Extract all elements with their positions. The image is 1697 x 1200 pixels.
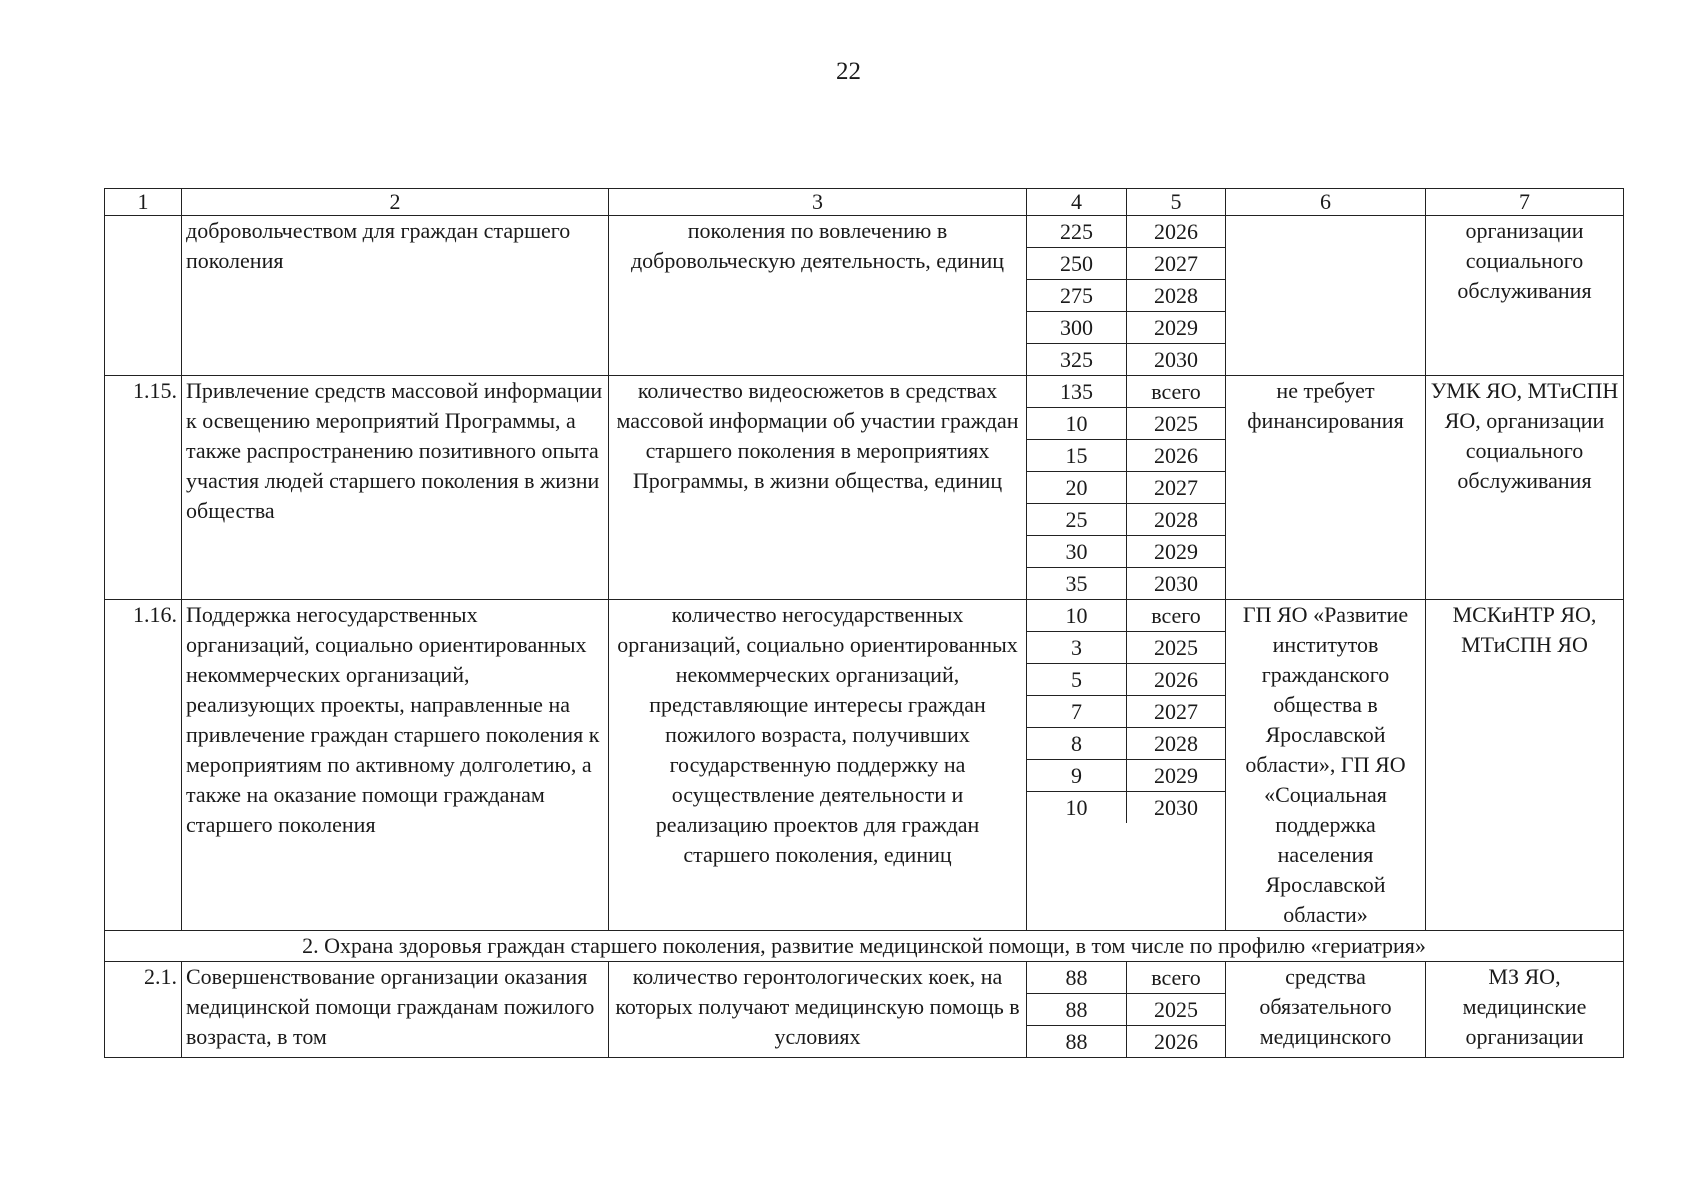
indicator-text: поколения по вовлечению в добровольческую деятельность, единиц [609,216,1027,376]
indicator-values [1027,216,1226,376]
indicator-year: 2028 [1154,731,1198,756]
value-year-row [1027,568,1225,599]
page-number: 22 [836,58,861,85]
section-title: 2. Охрана здоровья граждан старшего поколения, развитие медицинской помощи, в том числе по профилю «гериатрия» [105,931,1624,962]
financing-source [1226,216,1426,376]
indicator-year: 2027 [1154,475,1198,500]
indicator-text: количество геронтологических коек, на которых получают медицинскую помощь в условиях [609,962,1027,1058]
indicator-year: 2030 [1154,571,1198,596]
row-number: 1.15. [105,376,182,600]
value-year-row [1027,344,1225,375]
indicator-values [1027,376,1226,600]
indicator-value: 3 [1027,632,1127,663]
indicator-year: 2029 [1154,315,1198,340]
responsible-executor: УМК ЯО, МТиСПН ЯО, организации социального обслуживания [1426,376,1624,600]
indicator-year: 2026 [1154,667,1198,692]
indicator-value: 5 [1027,664,1127,695]
indicator-value: 225 [1027,216,1127,247]
row-number: 2.1. [105,962,182,1058]
column-number-header [105,189,1624,216]
measure-name: Привлечение средств массовой информации к освещению мероприятий Программы, а также распространению позитивного опыта участия людей старшего поколения в жизни общества [182,376,609,600]
indicator-value: 7 [1027,696,1127,727]
header-col-1: 1 [105,189,182,216]
indicator-value: 35 [1027,568,1127,599]
measure-name: Поддержка негосударственных организаций, социально ориентированных некоммерческих организаций, реализующих проекты, направленные на привлечение граждан старшего поколения к мероприятиям по активному долголетию, а также на оказание помощи гражданам старшего поколения [182,600,609,931]
indicator-value: 15 [1027,440,1127,471]
indicator-year: 2028 [1154,507,1198,532]
value-year-row [1027,962,1225,994]
indicator-text: количество видеосюжетов в средствах массовой информации об участии граждан старшего поколения в мероприятиях Программы, в жизни общества, единиц [609,376,1027,600]
value-year-row [1027,760,1225,792]
header-col-4-5 [1027,189,1226,216]
indicator-value: 88 [1027,1026,1127,1057]
indicator-value: 20 [1027,472,1127,503]
value-year-row [1027,248,1225,280]
indicator-value: 275 [1027,280,1127,311]
value-year-row [1027,440,1225,472]
value-year-row [1027,728,1225,760]
indicator-year: 2026 [1154,219,1198,244]
value-year-row [1027,536,1225,568]
value-year-row [1027,632,1225,664]
indicator-year: всего [1151,603,1201,628]
program-measures-table [104,188,1624,1058]
indicator-value: 250 [1027,248,1127,279]
indicator-year: 2029 [1154,539,1198,564]
indicator-year: 2026 [1154,1029,1198,1054]
header-col-4: 4 [1027,189,1127,215]
value-year-row [1027,280,1225,312]
header-col-5: 5 [1170,189,1182,214]
indicator-value: 300 [1027,312,1127,343]
indicator-value: 135 [1027,376,1127,407]
table-row [105,962,1624,1058]
value-year-row [1027,1026,1225,1057]
indicator-value: 8 [1027,728,1127,759]
value-year-row [1027,600,1225,632]
value-year-row [1027,504,1225,536]
indicator-year: 2030 [1154,347,1198,372]
section-row [105,931,1624,962]
indicator-value: 30 [1027,536,1127,567]
value-year-row [1027,994,1225,1026]
indicator-text: количество негосударственных организаций, социально ориентированных некоммерческих организаций, представляющие интересы граждан пожилого возраста, получивших государственную поддержку на осуществление деятельности и реализацию проектов для граждан старшего поколения, единиц [609,600,1027,931]
indicator-year: 2026 [1154,443,1198,468]
indicator-value: 10 [1027,600,1127,631]
indicator-value: 25 [1027,504,1127,535]
indicator-year: 2027 [1154,699,1198,724]
indicator-value: 10 [1027,408,1127,439]
indicator-year: 2027 [1154,251,1198,276]
indicator-year: всего [1151,379,1201,404]
table-row [105,600,1624,931]
indicator-values [1027,600,1226,931]
header-col-3: 3 [609,189,1027,216]
value-year-row [1027,664,1225,696]
table-row [105,216,1624,376]
indicator-year: 2030 [1154,795,1198,820]
indicator-year: 2025 [1154,997,1198,1022]
header-col-2: 2 [182,189,609,216]
indicator-year: 2028 [1154,283,1198,308]
financing-source: не требует финансирования [1226,376,1426,600]
indicator-year: 2025 [1154,635,1198,660]
responsible-executor: МЗ ЯО, медицинские организации [1426,962,1624,1058]
indicator-value: 10 [1027,792,1127,823]
financing-source: средства обязательного медицинского [1226,962,1426,1058]
indicator-value: 88 [1027,962,1127,993]
indicator-values [1027,962,1226,1058]
indicator-year: 2025 [1154,411,1198,436]
value-year-row [1027,408,1225,440]
indicator-value: 88 [1027,994,1127,1025]
value-year-row [1027,696,1225,728]
indicator-value: 325 [1027,344,1127,375]
indicator-year: всего [1151,965,1201,990]
header-col-7: 7 [1426,189,1624,216]
financing-source: ГП ЯО «Развитие институтов гражданского общества в Ярославской области», ГП ЯО «Социальная поддержка населения Ярославской области» [1226,600,1426,931]
indicator-value: 9 [1027,760,1127,791]
measure-name: добровольчеством для граждан старшего поколения [182,216,609,376]
value-year-row [1027,792,1225,823]
table-row [105,376,1624,600]
row-number [105,216,182,376]
measure-name: Совершенствование организации оказания медицинской помощи гражданам пожилого возраста, в том [182,962,609,1058]
row-number: 1.16. [105,600,182,931]
value-year-row [1027,312,1225,344]
responsible-executor: организации социального обслуживания [1426,216,1624,376]
indicator-year: 2029 [1154,763,1198,788]
value-year-row [1027,376,1225,408]
responsible-executor: МСКиНТР ЯО, МТиСПН ЯО [1426,600,1624,931]
value-year-row [1027,216,1225,248]
value-year-row [1027,472,1225,504]
header-col-6: 6 [1226,189,1426,216]
